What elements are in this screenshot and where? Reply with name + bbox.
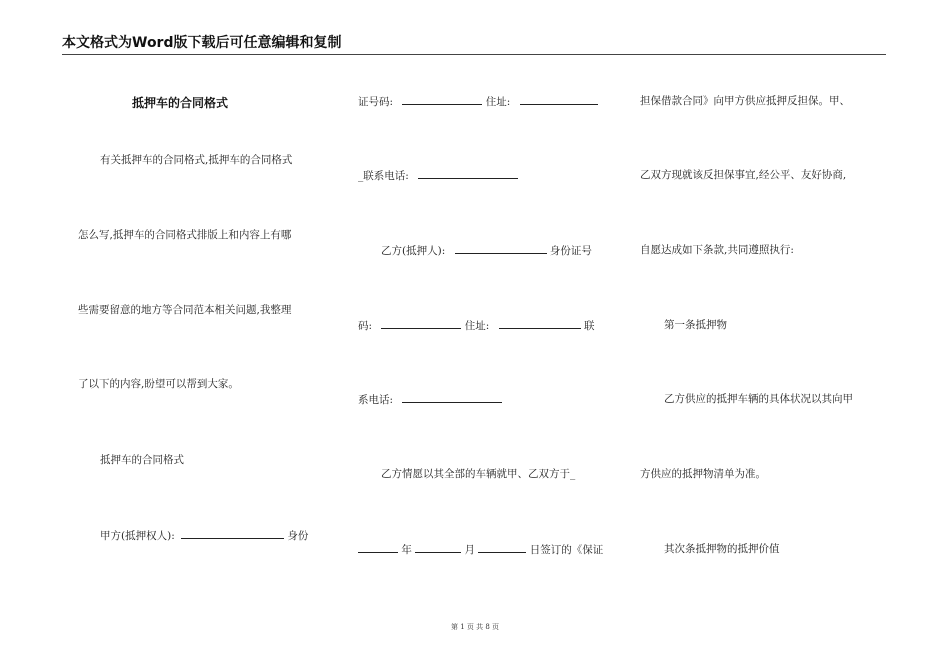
blank-field <box>520 94 598 105</box>
paragraph-line: 自愿达成如下条款,共同遵照执行: <box>640 244 794 256</box>
party-a-line <box>100 528 308 543</box>
paragraph-line: 乙方供应的抵押车辆的具体状况以其向甲 <box>664 393 853 405</box>
blank-field <box>418 168 518 179</box>
phone-label: _联系电话: <box>358 170 409 182</box>
party-a-label: 甲方(抵押权人): <box>100 530 175 542</box>
paragraph-line: 乙方情愿以其全部的车辆就甲、乙双方于_ <box>381 468 576 480</box>
id-number-label: 证号码: <box>358 96 394 108</box>
text-column-2 <box>358 0 608 620</box>
paragraph-line: 怎么写,抵押车的合同格式排版上和内容上有哪 <box>78 229 292 241</box>
paragraph-line: 了以下的内容,盼望可以帮到大家。 <box>78 378 239 390</box>
party-b-label: 乙方(抵押人): <box>381 245 446 257</box>
address-label: 住址: <box>464 320 490 332</box>
text-column-1 <box>78 0 323 620</box>
paragraph-line: 方供应的抵押物清单为准。 <box>640 468 766 480</box>
party-b-id-line <box>358 318 594 333</box>
article-heading: 第一条抵押物 <box>664 319 727 331</box>
month-label: 月 <box>464 544 476 556</box>
document-header: 本文格式为Word版下载后可任意编辑和复制 <box>62 35 342 51</box>
blank-field <box>402 94 482 105</box>
text-column-3 <box>640 0 890 620</box>
paragraph-line: 乙双方现就该反担保事宜,经公平、友好协商, <box>640 169 847 181</box>
blank-year <box>358 542 398 553</box>
party-a-phone-line <box>358 168 518 183</box>
article-heading: 其次条抵押物的抵押价值 <box>664 543 780 555</box>
party-b-line <box>381 243 592 258</box>
phone-label: 系电话: <box>358 394 394 406</box>
paragraph-line: 担保借款合同》向甲方供应抵押反担保。甲、 <box>640 95 850 107</box>
paragraph-line: 些需要留意的地方等合同范本相关问题,我整理 <box>78 304 292 316</box>
id-number-label: 码: <box>358 320 373 332</box>
blank-field <box>455 243 547 254</box>
paragraph-line: 有关抵押车的合同格式,抵押车的合同格式 <box>100 154 293 166</box>
year-label: 年 <box>401 544 412 556</box>
date-line <box>358 542 603 557</box>
day-label: 日签订的《保证 <box>529 544 604 556</box>
id-label: 身份证号 <box>549 245 592 257</box>
id-label: 身份 <box>287 530 309 542</box>
party-a-id-line <box>358 94 598 109</box>
phone-label-start: 联 <box>583 320 595 332</box>
blank-field <box>499 318 581 329</box>
blank-field <box>402 392 502 403</box>
address-label: 住址: <box>485 96 511 108</box>
document-title: 抵押车的合同格式 <box>132 96 229 110</box>
section-heading: 抵押车的合同格式 <box>100 454 184 466</box>
party-b-phone-line <box>358 392 502 407</box>
page-number: 第 1 页 共 8 页 <box>450 623 500 631</box>
blank-month <box>415 542 461 553</box>
blank-field <box>181 528 284 539</box>
blank-day <box>478 542 526 553</box>
blank-field <box>381 318 461 329</box>
